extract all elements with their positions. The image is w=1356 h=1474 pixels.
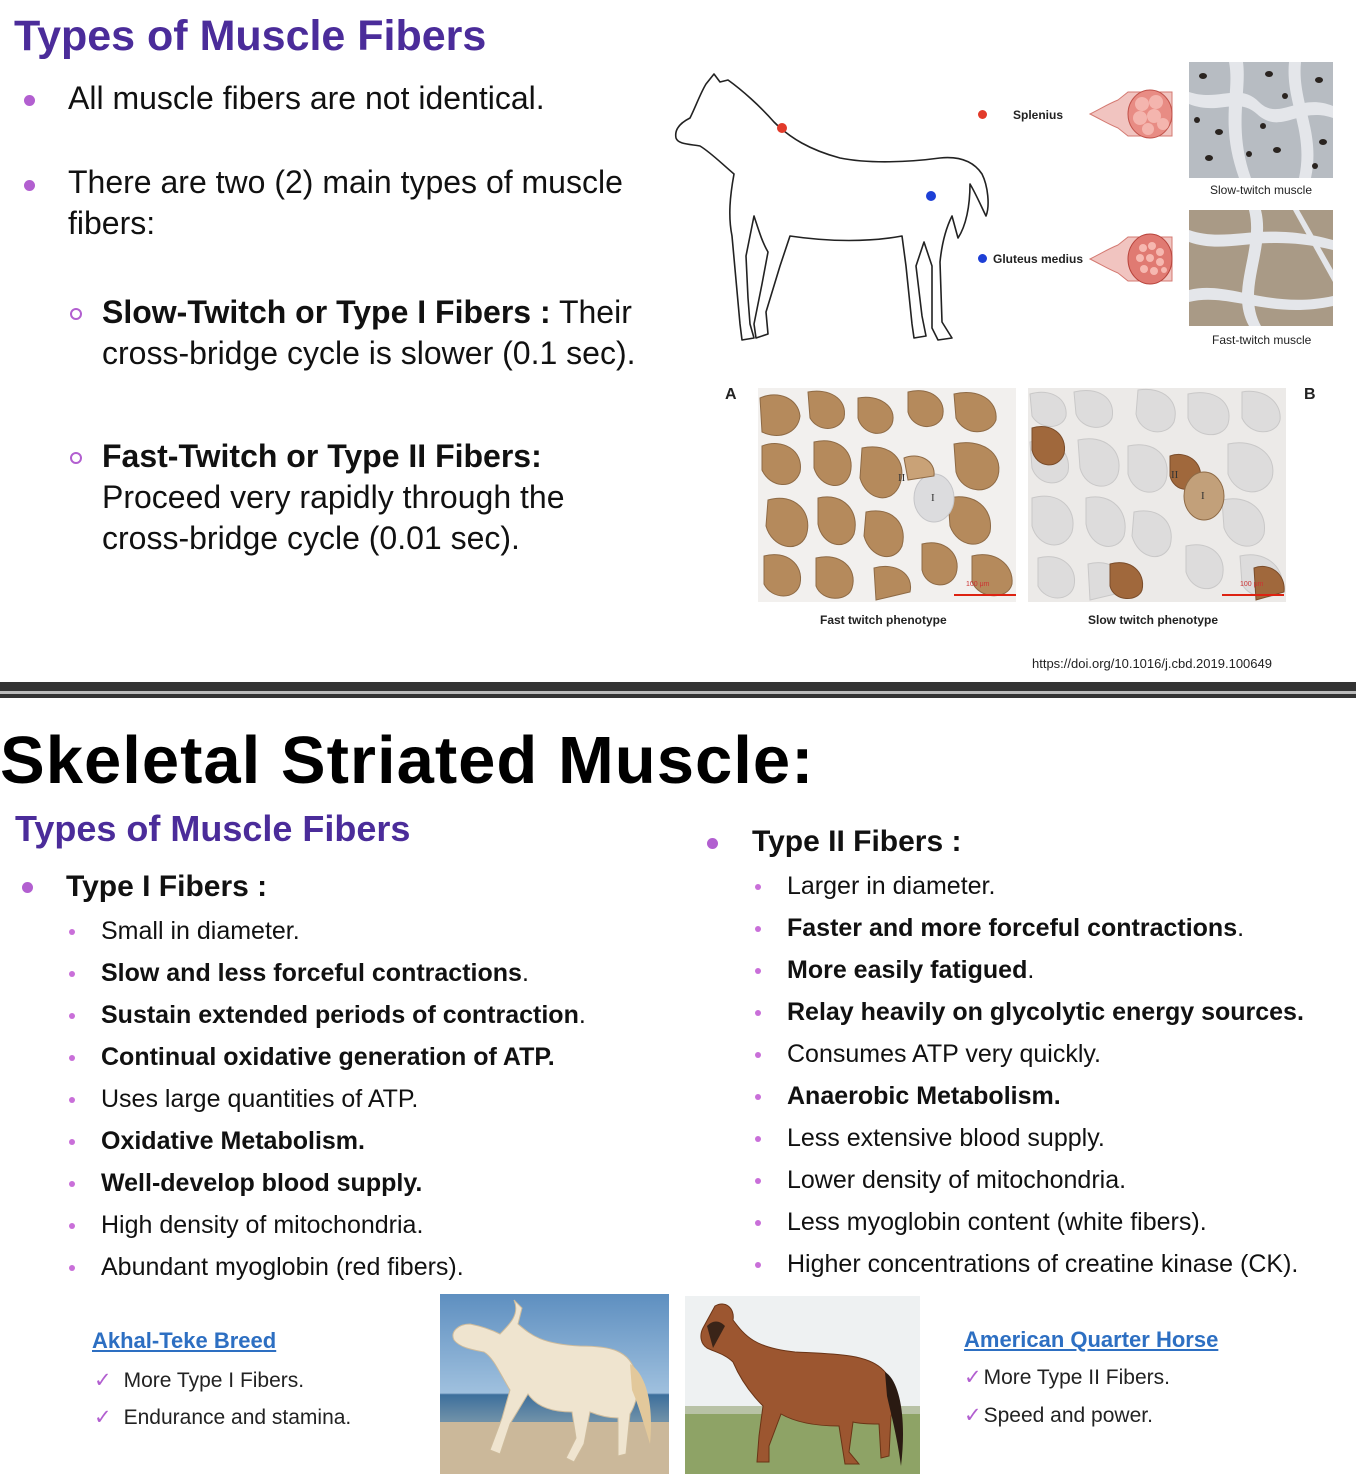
slide-divider <box>0 682 1356 698</box>
quarter-horse-title[interactable]: American Quarter Horse <box>964 1327 1219 1352</box>
bullet-text-1: All muscle fibers are not identical. <box>68 80 545 116</box>
doi-reference: https://doi.org/10.1016/j.cbd.2019.100649 <box>1032 656 1272 671</box>
circle-bullet-icon <box>70 308 82 320</box>
list-item: Faster and more forceful contractions. <box>787 914 1245 942</box>
slow-twitch-line2: cross-bridge cycle is slower (0.1 sec). <box>102 335 636 371</box>
slide2-subtitle: Types of Muscle Fibers <box>15 808 411 849</box>
list-bullet-dot <box>755 1262 761 1268</box>
list-bullet-dot <box>69 1223 75 1229</box>
splenius-marker-dot <box>777 123 787 133</box>
list-item: Less extensive blood supply. <box>787 1124 1105 1152</box>
akhal-teke-horse-photo <box>440 1294 669 1474</box>
slow-twitch-bold: Slow-Twitch or Type I Fibers : <box>102 294 551 330</box>
list-item: More easily fatigued. <box>787 956 1035 984</box>
slow-twitch-phenotype-micrograph <box>1028 388 1286 602</box>
slide2-title: Skeletal Striated Muscle: <box>0 723 815 798</box>
list-item: High density of mitochondria. <box>101 1211 424 1239</box>
scale-bar-label: 100 μm <box>966 581 990 588</box>
type2-heading: Type II Fibers : <box>752 825 962 858</box>
list-bullet-dot <box>69 1055 75 1061</box>
legend-red-dot <box>978 110 987 119</box>
quarter-item-1: ✓More Type II Fibers. <box>964 1366 1170 1389</box>
muscle-bundle-illustration <box>1088 228 1178 290</box>
list-item: Larger in diameter. <box>787 872 996 900</box>
slow-twitch-line1 <box>102 292 632 333</box>
slow-twitch-micrograph <box>1189 62 1333 178</box>
horse-outline-illustration <box>670 66 1000 356</box>
akhal-teke-title[interactable]: Akhal-Teke Breed <box>92 1328 277 1353</box>
fast-twitch-line1: Proceed very rapidly through the <box>102 479 565 515</box>
fiber-label-ii: II <box>898 472 906 484</box>
list-bullet-dot <box>69 1139 75 1145</box>
fiber-label-i: I <box>931 492 935 504</box>
check-icon: ✓ <box>964 1366 982 1389</box>
check-icon: ✓ <box>964 1404 982 1427</box>
list-item: Higher concentrations of creatine kinase (CK). <box>787 1250 1299 1278</box>
fast-twitch-muscle-caption: Fast-twitch muscle <box>1212 333 1312 347</box>
slow-phenotype-caption: Slow twitch phenotype <box>1088 613 1219 627</box>
list-bullet-dot <box>755 926 761 932</box>
fast-twitch-micrograph <box>1189 210 1333 326</box>
list-item: Sustain extended periods of contraction. <box>101 1001 586 1029</box>
list-item: Oxidative Metabolism. <box>101 1127 365 1155</box>
splenius-label: Splenius <box>1013 108 1064 122</box>
list-bullet-dot <box>755 1220 761 1226</box>
list-item: Continual oxidative generation of ATP. <box>101 1043 555 1071</box>
akhal-item-1: ✓ More Type I Fibers. <box>94 1369 305 1392</box>
slow-twitch-muscle-caption: Slow-twitch muscle <box>1210 183 1313 197</box>
list-item: Less myoglobin content (white fibers). <box>787 1208 1207 1236</box>
list-bullet-dot <box>755 884 761 890</box>
list-item: Lower density of mitochondria. <box>787 1166 1127 1194</box>
quarter-horse-photo <box>685 1296 920 1474</box>
list-bullet-dot <box>755 1136 761 1142</box>
list-item: Small in diameter. <box>101 917 300 945</box>
list-bullet-dot <box>755 1052 761 1058</box>
fast-twitch-line2: cross-bridge cycle (0.01 sec). <box>102 520 520 556</box>
akhal-item-2: ✓ Endurance and stamina. <box>94 1406 352 1429</box>
scale-bar-label: 100 μm <box>1240 581 1264 588</box>
list-bullet-dot <box>755 1178 761 1184</box>
bullet-dot <box>24 95 35 106</box>
fast-phenotype-caption: Fast twitch phenotype <box>820 613 947 627</box>
fast-twitch-bold: Fast-Twitch or Type II Fibers: <box>102 438 542 474</box>
circle-bullet-icon <box>70 452 82 464</box>
list-item: Abundant myoglobin (red fibers). <box>101 1253 464 1281</box>
legend-blue-dot <box>978 254 987 263</box>
list-item: Consumes ATP very quickly. <box>787 1040 1102 1068</box>
list-bullet-dot <box>755 968 761 974</box>
list-item: Anaerobic Metabolism. <box>787 1082 1061 1110</box>
quarter-item-2: ✓Speed and power. <box>964 1404 1153 1427</box>
list-bullet-dot <box>69 1265 75 1271</box>
list-bullet-dot <box>69 929 75 935</box>
fiber-label-ii: II <box>1171 469 1179 481</box>
type1-heading: Type I Fibers : <box>66 870 268 903</box>
list-item: Uses large quantities of ATP. <box>101 1085 419 1113</box>
fast-twitch-line0 <box>102 436 542 477</box>
list-item: Relay heavily on glycolytic energy sources. <box>787 998 1304 1026</box>
gluteus-marker-dot <box>926 191 936 201</box>
fiber-label-i: I <box>1201 490 1205 502</box>
gluteus-label: Gluteus medius <box>993 252 1084 266</box>
bullet-dot <box>707 838 718 849</box>
bullet-dot <box>22 882 33 893</box>
bullet-text-2: There are two (2) main types of muscle fibers: <box>68 164 623 241</box>
list-item: Slow and less forceful contractions. <box>101 959 529 987</box>
slow-twitch-rest: Their <box>550 294 632 330</box>
fast-twitch-phenotype-micrograph <box>758 388 1016 602</box>
list-bullet-dot <box>755 1094 761 1100</box>
bullet-dot <box>24 180 35 191</box>
list-bullet-dot <box>69 1097 75 1103</box>
list-item: Well-develop blood supply. <box>101 1169 423 1197</box>
list-bullet-dot <box>69 1181 75 1187</box>
muscle-bundle-illustration <box>1088 84 1178 144</box>
list-bullet-dot <box>755 1010 761 1016</box>
slide1-title: Types of Muscle Fibers <box>14 12 487 60</box>
check-icon: ✓ <box>94 1406 112 1429</box>
panel-a-label: A <box>725 386 737 403</box>
list-bullet-dot <box>69 971 75 977</box>
list-bullet-dot <box>69 1013 75 1019</box>
check-icon: ✓ <box>94 1369 112 1392</box>
panel-b-label: B <box>1304 386 1316 403</box>
